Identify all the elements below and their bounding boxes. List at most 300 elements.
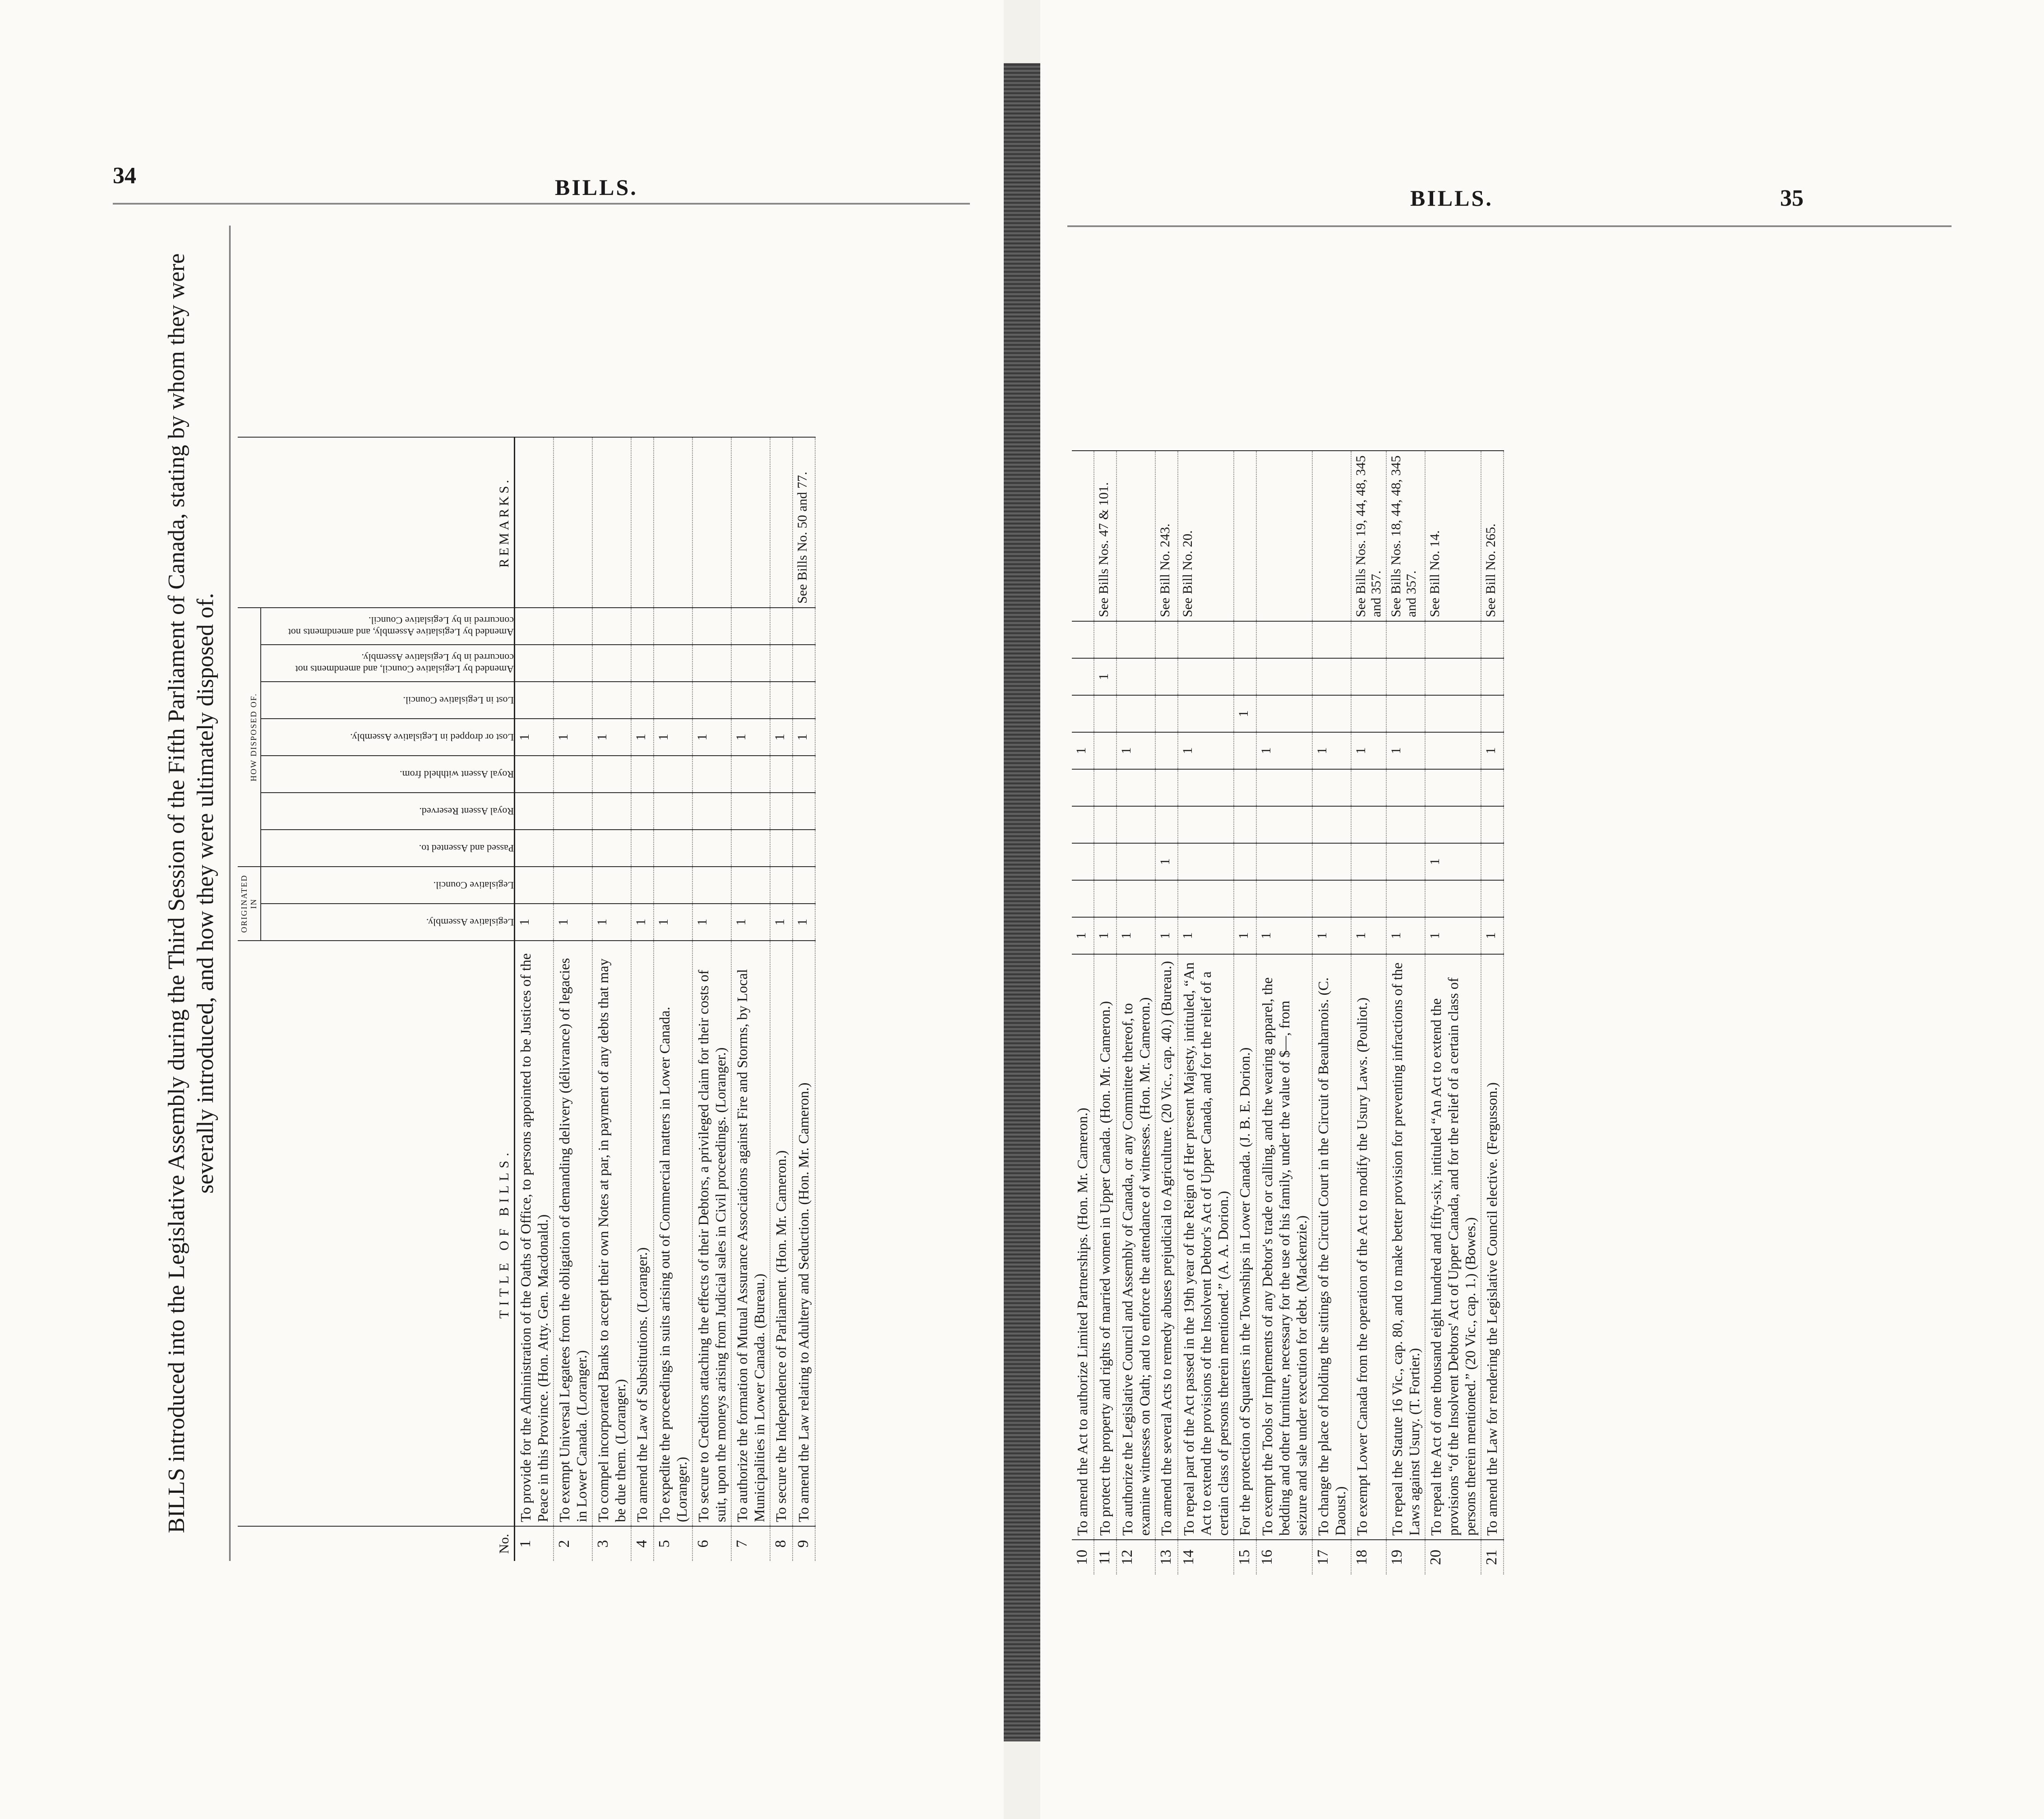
bill-title: To protect the property and rights of married women in Upper Canada. (Hon. Mr. Cameron.)	[1094, 954, 1117, 1540]
mark-legislative-council	[1312, 880, 1351, 917]
mark-amended-council	[592, 645, 631, 682]
bill-number: 14	[1178, 1540, 1234, 1574]
bill-number: 12	[1117, 1540, 1155, 1574]
mark-passed-assented	[692, 830, 731, 867]
mark-lost-assembly: 1	[692, 719, 731, 756]
mark-amended-assembly	[1234, 621, 1256, 658]
mark-royal-reserved	[770, 793, 793, 830]
col-royal-withheld: Royal Assent withheld from.	[261, 756, 515, 793]
table-row	[1425, 451, 1481, 1574]
mark-amended-assembly	[1072, 621, 1094, 658]
mark-legislative-assembly: 1	[692, 904, 731, 941]
bill-remarks: See Bill No. 265.	[1481, 451, 1504, 621]
mark-amended-council	[793, 645, 815, 682]
bill-title: To repeal the Act of one thousand eight hundred and fifty-six, intituled “An Act to extend the provisions “of the Insolvent Debtors' Act of Upper Canada, and for the relief of a certain class of persons therein mentioned.” (20 Vic., cap. 1.) (Bowes.)	[1425, 954, 1481, 1540]
mark-lost-council	[692, 682, 731, 719]
running-head: BILLS.	[555, 175, 638, 200]
mark-lost-council: 1	[1234, 695, 1256, 732]
col-remarks: REMARKS.	[238, 437, 515, 608]
mark-amended-assembly	[515, 608, 554, 645]
mark-amended-council	[1351, 658, 1386, 695]
mark-amended-council	[731, 645, 770, 682]
mark-royal-reserved	[592, 793, 631, 830]
right-page	[1040, 0, 2044, 1819]
mark-lost-council	[592, 682, 631, 719]
table-row	[1178, 451, 1234, 1574]
right-table-body	[1072, 451, 1504, 1574]
header-rule	[1067, 226, 1952, 230]
table-row	[1234, 451, 1256, 1574]
mark-royal-reserved	[1312, 806, 1351, 843]
mark-amended-assembly	[1312, 621, 1351, 658]
bill-title: To exempt the Tools or Implements of any Debtor's trade or calling, and the wearing apparel, the bedding and other furniture, necessary for the use of his family, under the value of $—, from seizure and sale under execution for debt. (Mackenzie.)	[1256, 954, 1312, 1540]
mark-lost-assembly	[1234, 732, 1256, 769]
mark-legislative-assembly: 1	[731, 904, 770, 941]
mark-lost-assembly: 1	[770, 719, 793, 756]
mark-lost-assembly: 1	[515, 719, 554, 756]
mark-legislative-assembly: 1	[793, 904, 815, 941]
mark-royal-reserved	[554, 793, 592, 830]
page-number: 35	[1780, 185, 1804, 211]
mark-passed-assented	[654, 830, 692, 867]
mark-legislative-council	[1386, 880, 1425, 917]
mark-lost-council	[654, 682, 692, 719]
bill-title: To amend the Law for rendering the Legislative Council elective. (Fergusson.)	[1481, 954, 1504, 1540]
bill-title: To secure to Creditors attaching the effects of their Debtors, a privileged claim for their costs of suit, upon the moneys arising from Judicial sales in Civil proceedings. (Loranger.)	[692, 941, 731, 1526]
mark-lost-assembly: 1	[1117, 732, 1155, 769]
mark-royal-reserved	[793, 793, 815, 830]
bill-remarks	[1072, 451, 1094, 621]
mark-lost-assembly	[1155, 732, 1178, 769]
mark-legislative-assembly: 1	[1072, 917, 1094, 954]
mark-lost-assembly: 1	[654, 719, 692, 756]
mark-amended-council	[1072, 658, 1094, 695]
bill-remarks	[654, 437, 692, 608]
bill-number: 5	[654, 1526, 692, 1561]
mark-royal-reserved	[654, 793, 692, 830]
mark-royal-withheld	[793, 756, 815, 793]
mark-amended-assembly	[770, 608, 793, 645]
bill-remarks	[554, 437, 592, 608]
bill-title: To change the place of holding the sittings of the Circuit Court in the Circuit of Beauharnois. (C. Daoust.)	[1312, 954, 1351, 1540]
mark-amended-council	[1178, 658, 1234, 695]
bill-remarks	[770, 437, 793, 608]
mark-royal-reserved	[1351, 806, 1386, 843]
bill-number: 20	[1425, 1540, 1481, 1574]
bill-number: 2	[554, 1526, 592, 1561]
mark-royal-reserved	[1386, 806, 1425, 843]
table-row	[631, 437, 654, 1561]
mark-legislative-council	[515, 867, 554, 904]
mark-royal-withheld	[1094, 769, 1117, 806]
left-table-body	[515, 437, 816, 1561]
mark-royal-withheld	[1386, 769, 1425, 806]
mark-lost-council	[1256, 695, 1312, 732]
table-row	[592, 437, 631, 1561]
mark-lost-council	[1312, 695, 1351, 732]
table-row	[654, 437, 692, 1561]
mark-amended-council	[1312, 658, 1351, 695]
mark-legislative-council	[1094, 880, 1117, 917]
mark-passed-assented	[770, 830, 793, 867]
bill-remarks: See Bills Nos. 47 & 101.	[1094, 451, 1117, 621]
bill-number: 11	[1094, 1540, 1117, 1574]
mark-lost-assembly: 1	[1256, 732, 1312, 769]
bill-remarks	[1256, 451, 1312, 621]
mark-passed-assented	[592, 830, 631, 867]
mark-royal-withheld	[1351, 769, 1386, 806]
mark-passed-assented	[1094, 843, 1117, 880]
mark-amended-council	[554, 645, 592, 682]
mark-amended-council	[1481, 658, 1504, 695]
mark-passed-assented	[731, 830, 770, 867]
table-row	[1117, 451, 1155, 1574]
mark-royal-withheld	[1256, 769, 1312, 806]
mark-amended-assembly	[1351, 621, 1386, 658]
bill-number: 17	[1312, 1540, 1351, 1574]
mark-royal-reserved	[1072, 806, 1094, 843]
mark-royal-withheld	[1425, 769, 1481, 806]
bill-remarks	[515, 437, 554, 608]
mark-passed-assented: 1	[1425, 843, 1481, 880]
mark-royal-withheld	[631, 756, 654, 793]
mark-legislative-assembly: 1	[515, 904, 554, 941]
mark-amended-assembly	[554, 608, 592, 645]
mark-amended-council	[770, 645, 793, 682]
bill-number: 16	[1256, 1540, 1312, 1574]
bill-title: To secure the Independence of Parliament. (Hon. Mr. Cameron.)	[770, 941, 793, 1526]
mark-lost-council	[1386, 695, 1425, 732]
mark-royal-withheld	[692, 756, 731, 793]
mark-lost-council	[1351, 695, 1386, 732]
bill-title: To expedite the proceedings in suits arising out of Commercial matters in Lower Canada. (Loranger.)	[654, 941, 692, 1526]
mark-lost-assembly: 1	[1072, 732, 1094, 769]
bills-table-left	[238, 437, 816, 1561]
mark-legislative-council	[1155, 880, 1178, 917]
mark-passed-assented	[1312, 843, 1351, 880]
col-legislative-council: Legislative Council.	[261, 867, 515, 904]
bill-number: 4	[631, 1526, 654, 1561]
mark-legislative-council	[731, 867, 770, 904]
mark-amended-council	[1155, 658, 1178, 695]
mark-lost-council	[1481, 695, 1504, 732]
left-rotated-block	[162, 226, 816, 1561]
col-legislative-assembly: Legislative Assembly.	[261, 904, 515, 941]
mark-legislative-assembly: 1	[1178, 917, 1234, 954]
mark-lost-council	[1072, 695, 1094, 732]
mark-legislative-assembly: 1	[1256, 917, 1312, 954]
mark-lost-council	[1178, 695, 1234, 732]
table-row	[1072, 451, 1094, 1574]
bill-remarks: See Bills Nos. 18, 44, 48, 345 and 357.	[1386, 451, 1425, 621]
mark-legislative-council	[1178, 880, 1234, 917]
mark-amended-assembly	[1481, 621, 1504, 658]
mark-passed-assented	[1117, 843, 1155, 880]
mark-passed-assented: 1	[1155, 843, 1178, 880]
mark-lost-council	[793, 682, 815, 719]
bill-number: 1	[515, 1526, 554, 1561]
mark-legislative-council	[770, 867, 793, 904]
mark-legislative-assembly: 1	[1351, 917, 1386, 954]
mark-royal-withheld	[1178, 769, 1234, 806]
mark-legislative-assembly: 1	[1117, 917, 1155, 954]
bill-title: To exempt Universal Legatees from the obligation of demanding delivery (délivrance) of legacies in Lower Canada. (Loranger.)	[554, 941, 592, 1526]
bill-number: 9	[793, 1526, 815, 1561]
mark-royal-reserved	[1178, 806, 1234, 843]
mark-royal-reserved	[692, 793, 731, 830]
mark-legislative-council	[631, 867, 654, 904]
mark-passed-assented	[1234, 843, 1256, 880]
mark-passed-assented	[515, 830, 554, 867]
bill-number: 15	[1234, 1540, 1256, 1574]
bill-remarks: See Bills Nos. 19, 44, 48, 345 and 357.	[1351, 451, 1386, 621]
mark-lost-council	[770, 682, 793, 719]
bill-number: 6	[692, 1526, 731, 1561]
mark-legislative-assembly: 1	[592, 904, 631, 941]
mark-lost-council	[515, 682, 554, 719]
mark-amended-assembly	[592, 608, 631, 645]
mark-lost-council	[554, 682, 592, 719]
table-row	[1312, 451, 1351, 1574]
mark-amended-assembly	[692, 608, 731, 645]
col-no: No.	[238, 1526, 515, 1561]
mark-lost-assembly: 1	[1312, 732, 1351, 769]
table-row	[515, 437, 554, 1561]
mark-amended-assembly	[654, 608, 692, 645]
bill-title: To exempt Lower Canada from the operation of the Act to modify the Usury Laws. (Pouliot.)	[1351, 954, 1386, 1540]
mark-legislative-assembly: 1	[1094, 917, 1117, 954]
bill-remarks	[692, 437, 731, 608]
bill-remarks	[1117, 451, 1155, 621]
mark-amended-assembly	[1094, 621, 1117, 658]
bill-remarks: See Bill No. 20.	[1178, 451, 1234, 621]
bill-remarks	[1234, 451, 1256, 621]
mark-lost-assembly: 1	[1178, 732, 1234, 769]
book-spine	[1004, 63, 1040, 1741]
mark-amended-council	[1425, 658, 1481, 695]
bill-title: To amend the Law of Substitutions. (Loranger.)	[631, 941, 654, 1526]
bills-table-right	[1072, 450, 1504, 1574]
bill-title: To repeal the Statute 16 Vic., cap. 80, and to make better provision for preventing infractions of the Laws against Usury. (T. Fortier.)	[1386, 954, 1425, 1540]
running-head: BILLS.	[1410, 185, 1493, 211]
mark-amended-assembly	[1117, 621, 1155, 658]
mark-passed-assented	[793, 830, 815, 867]
mark-lost-assembly	[1094, 732, 1117, 769]
bill-title: To amend the Law relating to Adultery and Seduction. (Hon. Mr. Cameron.)	[793, 941, 815, 1526]
header-rule	[113, 203, 970, 207]
page-number: 34	[113, 163, 136, 189]
mark-amended-council: 1	[1094, 658, 1117, 695]
bill-title: To compel incorporated Banks to accept their own Notes at par, in payment of any debts that may be due them. (Loranger.)	[592, 941, 631, 1526]
mark-royal-reserved	[1117, 806, 1155, 843]
mark-legislative-assembly: 1	[1155, 917, 1178, 954]
bill-number: 19	[1386, 1540, 1425, 1574]
mark-royal-withheld	[515, 756, 554, 793]
col-lost-assembly: Lost or dropped in Legislative Assembly.	[261, 719, 515, 756]
mark-royal-reserved	[731, 793, 770, 830]
mark-royal-withheld	[770, 756, 793, 793]
mark-amended-council	[1386, 658, 1425, 695]
mark-royal-withheld	[1312, 769, 1351, 806]
mark-legislative-council	[1256, 880, 1312, 917]
mark-legislative-council	[1117, 880, 1155, 917]
mark-amended-council	[515, 645, 554, 682]
mark-royal-reserved	[1094, 806, 1117, 843]
mark-lost-assembly: 1	[1386, 732, 1425, 769]
left-page	[0, 0, 1004, 1819]
bill-number: 21	[1481, 1540, 1504, 1574]
table-row	[770, 437, 793, 1561]
table-row	[1256, 451, 1312, 1574]
col-title: TITLE OF BILLS.	[238, 941, 515, 1526]
mark-amended-assembly	[1256, 621, 1312, 658]
mark-legislative-assembly: 1	[1234, 917, 1256, 954]
mark-legislative-council	[1481, 880, 1504, 917]
mark-royal-reserved	[1481, 806, 1504, 843]
mark-amended-assembly	[731, 608, 770, 645]
table-row	[1351, 451, 1386, 1574]
table-row	[692, 437, 731, 1561]
mark-legislative-assembly: 1	[1481, 917, 1504, 954]
mark-amended-council	[654, 645, 692, 682]
bill-title: To provide for the Administration of the Oaths of Office, to persons appointed to be Justices of the Peace in this Province. (Hon. Atty. Gen. Macdonald.)	[515, 941, 554, 1526]
col-amended-council: Amended by Legislative Council, and amendments not concurred in by Legislative Assembly.	[261, 645, 515, 682]
right-rotated-block	[1072, 239, 1504, 1574]
mark-amended-council	[1256, 658, 1312, 695]
mark-legislative-assembly: 1	[770, 904, 793, 941]
table-row	[793, 437, 815, 1561]
mark-legislative-council	[1425, 880, 1481, 917]
mark-royal-reserved	[1234, 806, 1256, 843]
bill-remarks: See Bills No. 50 and 77.	[793, 437, 815, 608]
bill-number: 8	[770, 1526, 793, 1561]
bill-number: 7	[731, 1526, 770, 1561]
mark-legislative-council	[1351, 880, 1386, 917]
mark-lost-council	[1155, 695, 1178, 732]
mark-royal-reserved	[1425, 806, 1481, 843]
col-amended-assembly: Amended by Legislative Assembly, and amendments not concurred in by Legislative Council.	[261, 608, 515, 645]
mark-royal-withheld	[554, 756, 592, 793]
mark-legislative-council	[654, 867, 692, 904]
mark-legislative-council	[1072, 880, 1094, 917]
mark-royal-withheld	[1072, 769, 1094, 806]
mark-lost-assembly: 1	[1481, 732, 1504, 769]
mark-royal-reserved	[1256, 806, 1312, 843]
bill-title: To amend the several Acts to remedy abuses prejudicial to Agriculture. (20 Vic., cap. 40.) (Bureau.)	[1155, 954, 1178, 1540]
bill-title: To amend the Act to authorize Limited Partnerships. (Hon. Mr. Cameron.)	[1072, 954, 1094, 1540]
mark-passed-assented	[554, 830, 592, 867]
table-row	[1481, 451, 1504, 1574]
col-lost-council: Lost in Legislative Council.	[261, 682, 515, 719]
mark-amended-council	[692, 645, 731, 682]
mark-amended-assembly	[1155, 621, 1178, 658]
mark-amended-assembly	[1386, 621, 1425, 658]
mark-amended-assembly	[793, 608, 815, 645]
bill-remarks: See Bill No. 14.	[1425, 451, 1481, 621]
mark-passed-assented	[631, 830, 654, 867]
mark-lost-council	[1094, 695, 1117, 732]
bill-title: For the protection of Squatters in the Townships in Lower Canada. (J. B. E. Dorion.)	[1234, 954, 1256, 1540]
mark-amended-assembly	[631, 608, 654, 645]
mark-lost-assembly	[1425, 732, 1481, 769]
mark-amended-assembly	[1178, 621, 1234, 658]
mark-amended-council	[1234, 658, 1256, 695]
bill-remarks	[731, 437, 770, 608]
mark-legislative-council	[592, 867, 631, 904]
bill-title: To repeal part of the Act passed in the 19th year of the Reign of Her present Majesty, intituled, “An Act to extend the provisions of the Insolvent Debtor's Act of Upper Canada, and for the relief of a certain class of persons therein mentioned.” (A. A. Dorion.)	[1178, 954, 1234, 1540]
mark-lost-council	[631, 682, 654, 719]
mark-royal-reserved	[631, 793, 654, 830]
col-royal-reserved: Royal Assent Reserved.	[261, 793, 515, 830]
col-how-disposed: HOW DISPOSED OF.	[238, 608, 261, 867]
mark-royal-withheld	[1117, 769, 1155, 806]
bill-number: 13	[1155, 1540, 1178, 1574]
mark-passed-assented	[1178, 843, 1234, 880]
mark-legislative-council	[554, 867, 592, 904]
mark-legislative-council	[793, 867, 815, 904]
caption: BILLS introduced into the Legislative Assembly during the Third Session of the Fifth Parliament of Canada, stating by whom they were severally introduced, and how they were ultimately disposed of.	[164, 253, 218, 1533]
mark-royal-reserved	[515, 793, 554, 830]
mark-amended-council	[631, 645, 654, 682]
mark-legislative-assembly: 1	[1312, 917, 1351, 954]
mark-royal-reserved	[1155, 806, 1178, 843]
mark-lost-council	[1425, 695, 1481, 732]
mark-lost-assembly: 1	[731, 719, 770, 756]
mark-royal-withheld	[1234, 769, 1256, 806]
col-passed-assented: Passed and Assented to.	[261, 830, 515, 867]
mark-lost-council	[1117, 695, 1155, 732]
mark-lost-council	[731, 682, 770, 719]
bill-remarks	[1312, 451, 1351, 621]
mark-royal-withheld	[731, 756, 770, 793]
bill-remarks: See Bill No. 243.	[1155, 451, 1178, 621]
mark-amended-assembly	[1425, 621, 1481, 658]
mark-lost-assembly: 1	[554, 719, 592, 756]
mark-royal-withheld	[654, 756, 692, 793]
caption-rule	[229, 226, 233, 1561]
table-row	[1386, 451, 1425, 1574]
table-row	[731, 437, 770, 1561]
bill-title: To authorize the formation of Mutual Assurance Associations against Fire and Storms, by Local Municipalities in Lower Canada. (Bureau.)	[731, 941, 770, 1526]
mark-passed-assented	[1351, 843, 1386, 880]
mark-passed-assented	[1072, 843, 1094, 880]
mark-royal-withheld	[1155, 769, 1178, 806]
mark-legislative-assembly: 1	[631, 904, 654, 941]
mark-legislative-assembly: 1	[1425, 917, 1481, 954]
mark-amended-council	[1117, 658, 1155, 695]
bill-number: 3	[592, 1526, 631, 1561]
mark-legislative-assembly: 1	[654, 904, 692, 941]
table-row	[1094, 451, 1117, 1574]
mark-legislative-assembly: 1	[554, 904, 592, 941]
mark-royal-withheld	[1481, 769, 1504, 806]
mark-legislative-council	[1234, 880, 1256, 917]
table-row	[1155, 451, 1178, 1574]
mark-passed-assented	[1481, 843, 1504, 880]
col-originated-in: ORIGINATED IN	[238, 867, 261, 941]
bill-number: 18	[1351, 1540, 1386, 1574]
mark-lost-assembly: 1	[1351, 732, 1386, 769]
mark-passed-assented	[1256, 843, 1312, 880]
bill-remarks	[631, 437, 654, 608]
mark-legislative-council	[692, 867, 731, 904]
bill-remarks	[592, 437, 631, 608]
mark-passed-assented	[1386, 843, 1425, 880]
table-row	[554, 437, 592, 1561]
mark-lost-assembly: 1	[793, 719, 815, 756]
mark-legislative-assembly: 1	[1386, 917, 1425, 954]
bill-title: To authorize the Legislative Council and Assembly of Canada, or any Committee thereof, to examine witnesses on Oath; and to enforce the attendance of witnesses. (Hon. Mr. Cameron.)	[1117, 954, 1155, 1540]
